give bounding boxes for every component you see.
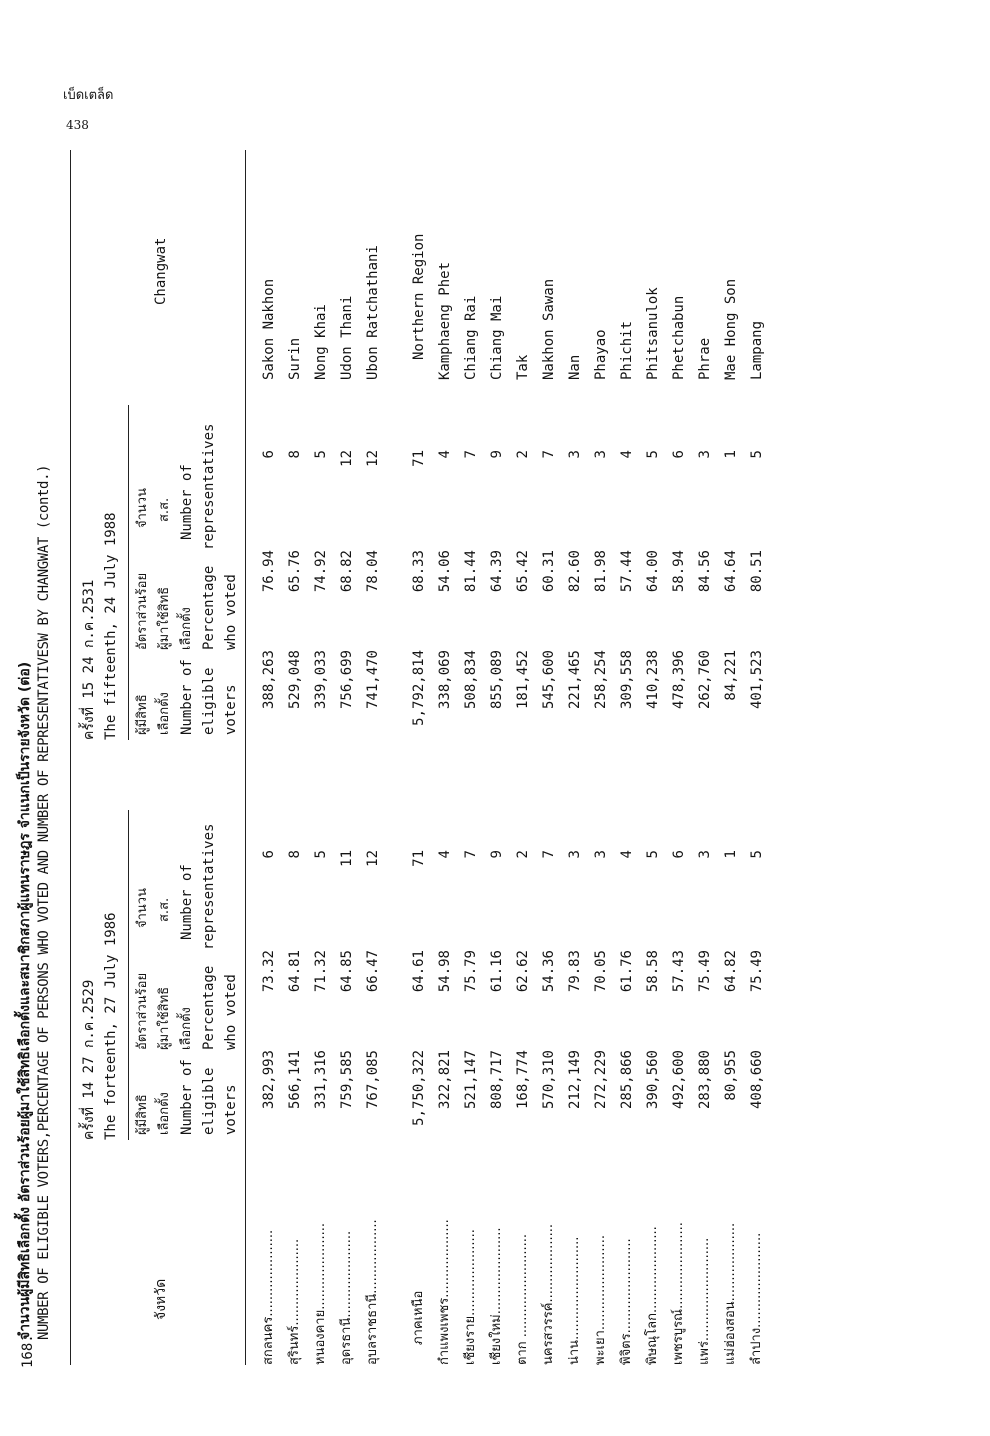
percent-voted-1986: 79.83 [567, 950, 583, 993]
representatives-1988: 9 [489, 450, 505, 459]
eligible-voters-1988: 262,760 [697, 650, 713, 710]
eligible-voters-1986: 331,316 [313, 1050, 329, 1110]
changwat-thai: แม่ฮ่องสอน................... [723, 1222, 738, 1365]
eligible-voters-1986: 808,717 [489, 1050, 505, 1110]
eligible-voters-1986: 283,880 [697, 1050, 713, 1110]
table-row [283, 80, 307, 1380]
representatives-1988: 2 [515, 450, 531, 459]
representatives-1986: 11 [339, 850, 355, 867]
eligible-voters-1986: 408,660 [749, 1050, 765, 1110]
percent-voted-1986: 57.43 [671, 950, 687, 993]
changwat-english: Sakon Nakhon [261, 278, 277, 380]
representatives-1986: 5 [645, 850, 661, 859]
representatives-1986: 9 [489, 850, 505, 859]
election2-underline [128, 405, 129, 740]
changwat-english: Nong Khai [313, 304, 329, 380]
changwat-thai: อุดรธานี..................... [339, 1230, 354, 1365]
changwat-thai: น่าน......................... [567, 1236, 582, 1365]
changwat-thai: สุรินทร์..................... [287, 1238, 302, 1365]
percent-voted-1988: 60.31 [541, 550, 557, 593]
representatives-1986: 7 [463, 850, 479, 859]
representatives-1988: 8 [287, 450, 303, 459]
running-head: เบ็ดเตล็ด [63, 88, 114, 103]
representatives-1986: 7 [541, 850, 557, 859]
percent-voted-1988: 57.44 [619, 550, 635, 593]
eligible-voters-1988: 855,089 [489, 650, 505, 710]
election1-header-english: The forteenth, 27 July 1986 [103, 912, 119, 1140]
representatives-1988: 6 [261, 450, 277, 459]
changwat-header-english: Changwat [153, 237, 169, 305]
percent-voted-1988: 80.51 [749, 550, 765, 593]
table-row [309, 80, 333, 1380]
table-row [485, 80, 509, 1380]
representatives-1986: 3 [697, 850, 713, 859]
percent-voted-1986: 64.81 [287, 950, 303, 993]
representatives-1986: 6 [671, 850, 687, 859]
representatives-1988: 12 [365, 450, 381, 467]
percent-voted-1988: 65.42 [515, 550, 531, 593]
changwat-english: Kamphaeng Phet [437, 261, 453, 380]
changwat-english: Mae Hong Son [723, 278, 739, 380]
eligible-voters-1986: 322,821 [437, 1050, 453, 1110]
eligible-voters-1986: 272,229 [593, 1050, 609, 1110]
percent-voted-1988: 68.33 [411, 550, 427, 593]
eligible-voters-1986: 212,149 [567, 1050, 583, 1110]
eligible-voters-1986: 566,141 [287, 1050, 303, 1110]
percent-voted-1988: 65.76 [287, 550, 303, 593]
changwat-thai: ภาคเหนือ [411, 1290, 426, 1345]
table-row [719, 80, 743, 1380]
percent-voted-1988: 78.04 [365, 550, 381, 593]
changwat-thai: สกลนคร..................... [261, 1229, 276, 1365]
percent-voted-1986: 70.05 [593, 950, 609, 993]
percent-voted-1986: 71.32 [313, 950, 329, 993]
changwat-thai: พิษณุโลก..................... [645, 1226, 660, 1365]
table-row [563, 80, 587, 1380]
eligible-voters-1986: 570,310 [541, 1050, 557, 1110]
percent-voted-1986: 64.85 [339, 950, 355, 993]
table-row [537, 80, 561, 1380]
table-row [589, 80, 613, 1380]
changwat-header-thai: จังหวัด [153, 1278, 169, 1320]
changwat-thai: พะเยา....................... [593, 1235, 608, 1365]
page-number: 438 [66, 118, 89, 132]
election2-header-english: The fifteenth, 24 July 1988 [103, 512, 119, 740]
percent-voted-1986: 61.76 [619, 950, 635, 993]
representatives-1986: 3 [593, 850, 609, 859]
representatives-1988: 71 [411, 450, 427, 467]
e1-percent-header: อัตราส่วนร้อย ผู้มาใช้สิทธิ เลือกตั้ง Percentage who voted [135, 965, 239, 1050]
changwat-thai: เชียงราย..................... [463, 1229, 478, 1365]
eligible-voters-1988: 741,470 [365, 650, 381, 710]
eligible-voters-1988: 545,600 [541, 650, 557, 710]
eligible-voters-1988: 84,221 [723, 650, 739, 701]
changwat-thai: เพชรบูรณ์..................... [671, 1222, 686, 1365]
changwat-english: Nakhon Sawan [541, 278, 557, 380]
table-row [615, 80, 639, 1380]
changwat-thai: เชียงใหม่..................... [489, 1227, 504, 1365]
changwat-english: Chiang Mai [489, 295, 505, 380]
percent-voted-1988: 68.82 [339, 550, 355, 593]
changwat-thai: อุบลราชธานี.................. [365, 1219, 380, 1365]
representatives-1986: 3 [567, 850, 583, 859]
representatives-1988: 6 [671, 450, 687, 459]
top-rule [70, 150, 71, 1365]
percent-voted-1988: 64.00 [645, 550, 661, 593]
representatives-1986: 71 [411, 850, 427, 867]
changwat-thai: พิจิตร....................... [619, 1238, 634, 1365]
changwat-thai: หนองคาย..................... [313, 1222, 328, 1365]
eligible-voters-1986: 382,993 [261, 1050, 277, 1110]
eligible-voters-1986: 492,600 [671, 1050, 687, 1110]
table-row [257, 80, 281, 1380]
representatives-1988: 5 [645, 450, 661, 459]
header-rule [245, 150, 246, 1365]
eligible-voters-1986: 5,750,322 [411, 1050, 427, 1126]
representatives-1988: 12 [339, 450, 355, 467]
representatives-1988: 5 [749, 450, 765, 459]
percent-voted-1988: 58.94 [671, 550, 687, 593]
changwat-thai: แพร่......................... [697, 1237, 712, 1365]
changwat-english: Tak [515, 354, 531, 380]
percent-voted-1986: 73.32 [261, 950, 277, 993]
representatives-1988: 3 [593, 450, 609, 459]
changwat-english: Surin [287, 337, 303, 380]
percent-voted-1988: 81.98 [593, 550, 609, 593]
eligible-voters-1988: 388,263 [261, 650, 277, 710]
changwat-thai: ตาก ......................... [515, 1233, 530, 1365]
election1-header-thai: ครั้งที่ 14 27 ก.ค.2529 [81, 979, 97, 1140]
representatives-1986: 6 [261, 850, 277, 859]
percent-voted-1986: 64.61 [411, 950, 427, 993]
changwat-english: Phayao [593, 329, 609, 380]
eligible-voters-1988: 309,558 [619, 650, 635, 710]
changwat-english: Phitsanulok [645, 287, 661, 380]
changwat-thai: ลำปาง....................... [749, 1232, 764, 1365]
e2-percent-header: อัตราส่วนร้อย ผู้มาใช้สิทธิ เลือกตั้ง Percentage who voted [135, 565, 239, 650]
table-number: 168. [20, 1334, 36, 1368]
changwat-english: Lampang [749, 320, 765, 380]
changwat-english: Chiang Rai [463, 295, 479, 380]
eligible-voters-1986: 168,774 [515, 1050, 531, 1110]
representatives-1988: 4 [619, 450, 635, 459]
changwat-thai: กำแพงเพชร................... [437, 1219, 452, 1365]
eligible-voters-1988: 410,238 [645, 650, 661, 710]
percent-voted-1988: 82.60 [567, 550, 583, 593]
percent-voted-1988: 64.64 [723, 550, 739, 593]
percent-voted-1988: 74.92 [313, 550, 329, 593]
table-title-thai: จำนวนผู้มีสิทธิเลือกตั้ง อัตราส่วนร้อยผู้มาใช้สิทธิเลือกตั้งและสมาชิกสภาผู้แทนราษฎร จำแนกเป็นรายจังหวัด (ต่อ) [17, 661, 33, 1340]
percent-voted-1986: 66.47 [365, 950, 381, 993]
percent-voted-1986: 58.58 [645, 950, 661, 993]
table-row [641, 80, 665, 1380]
eligible-voters-1988: 478,396 [671, 650, 687, 710]
statistics-table [0, 80, 900, 1380]
eligible-voters-1988: 221,465 [567, 650, 583, 710]
representatives-1986: 4 [437, 850, 453, 859]
representatives-1986: 5 [749, 850, 765, 859]
percent-voted-1986: 75.49 [749, 950, 765, 993]
election2-header-thai: ครั้งที่ 15 24 ก.ค.2531 [81, 579, 97, 740]
representatives-1986: 5 [313, 850, 329, 859]
changwat-english: Nan [567, 354, 583, 380]
election1-underline [128, 810, 129, 1140]
eligible-voters-1988: 338,069 [437, 650, 453, 710]
region-row [407, 80, 431, 1380]
eligible-voters-1986: 767,085 [365, 1050, 381, 1110]
changwat-english: Phetchabun [671, 295, 687, 380]
changwat-english: Udon Thani [339, 295, 355, 380]
eligible-voters-1988: 508,834 [463, 650, 479, 710]
changwat-english: Northern Region [411, 233, 427, 360]
table-title-english: NUMBER OF ELIGIBLE VOTERS,PERCENTAGE OF PERSONS WHO VOTED AND NUMBER OF REPRESENTATIVESW BY CHANGWAT (contd.) [36, 464, 52, 1340]
representatives-1988: 5 [313, 450, 329, 459]
percent-voted-1988: 64.39 [489, 550, 505, 593]
percent-voted-1986: 75.49 [697, 950, 713, 993]
eligible-voters-1988: 339,033 [313, 650, 329, 710]
percent-voted-1988: 76.94 [261, 550, 277, 593]
changwat-english: Phichit [619, 320, 635, 380]
eligible-voters-1988: 756,699 [339, 650, 355, 710]
eligible-voters-1986: 521,147 [463, 1050, 479, 1110]
eligible-voters-1988: 258,254 [593, 650, 609, 710]
representatives-1988: 1 [723, 450, 739, 459]
table-row [459, 80, 483, 1380]
representatives-1986: 1 [723, 850, 739, 859]
e2-reps-header: จำนวน ส.ส. Number of representatives [135, 423, 217, 550]
eligible-voters-1986: 390,560 [645, 1050, 661, 1110]
representatives-1986: 12 [365, 850, 381, 867]
eligible-voters-1986: 80,955 [723, 1050, 739, 1101]
percent-voted-1986: 75.79 [463, 950, 479, 993]
representatives-1988: 3 [697, 450, 713, 459]
representatives-1986: 4 [619, 850, 635, 859]
e1-reps-header: จำนวน ส.ส. Number of representatives [135, 823, 217, 950]
eligible-voters-1988: 401,523 [749, 650, 765, 710]
changwat-thai: นครสวรรค์................... [541, 1224, 556, 1365]
changwat-english: Phrae [697, 337, 713, 380]
percent-voted-1986: 64.82 [723, 950, 739, 993]
changwat-english: Ubon Ratchathani [365, 245, 381, 380]
eligible-voters-1986: 759,585 [339, 1050, 355, 1110]
table-row [693, 80, 717, 1380]
percent-voted-1986: 54.98 [437, 950, 453, 993]
eligible-voters-1988: 5,792,814 [411, 650, 427, 726]
eligible-voters-1988: 181,452 [515, 650, 531, 710]
table-row [511, 80, 535, 1380]
table-row [745, 80, 769, 1380]
percent-voted-1986: 61.16 [489, 950, 505, 993]
percent-voted-1986: 54.36 [541, 950, 557, 993]
percent-voted-1986: 62.62 [515, 950, 531, 993]
representatives-1988: 7 [463, 450, 479, 459]
representatives-1988: 4 [437, 450, 453, 459]
representatives-1988: 7 [541, 450, 557, 459]
representatives-1986: 8 [287, 850, 303, 859]
table-row [433, 80, 457, 1380]
table-row [667, 80, 691, 1380]
percent-voted-1988: 54.06 [437, 550, 453, 593]
e1-eligible-header: ผู้มีสิทธิ เลือกตั้ง Number of eligible voters [135, 1059, 239, 1135]
eligible-voters-1988: 529,048 [287, 650, 303, 710]
table-row [361, 80, 385, 1380]
e2-eligible-header: ผู้มีสิทธิ เลือกตั้ง Number of eligible voters [135, 659, 239, 735]
percent-voted-1988: 84.56 [697, 550, 713, 593]
representatives-1988: 3 [567, 450, 583, 459]
representatives-1986: 2 [515, 850, 531, 859]
eligible-voters-1986: 285,866 [619, 1050, 635, 1110]
percent-voted-1988: 81.44 [463, 550, 479, 593]
table-row [335, 80, 359, 1380]
